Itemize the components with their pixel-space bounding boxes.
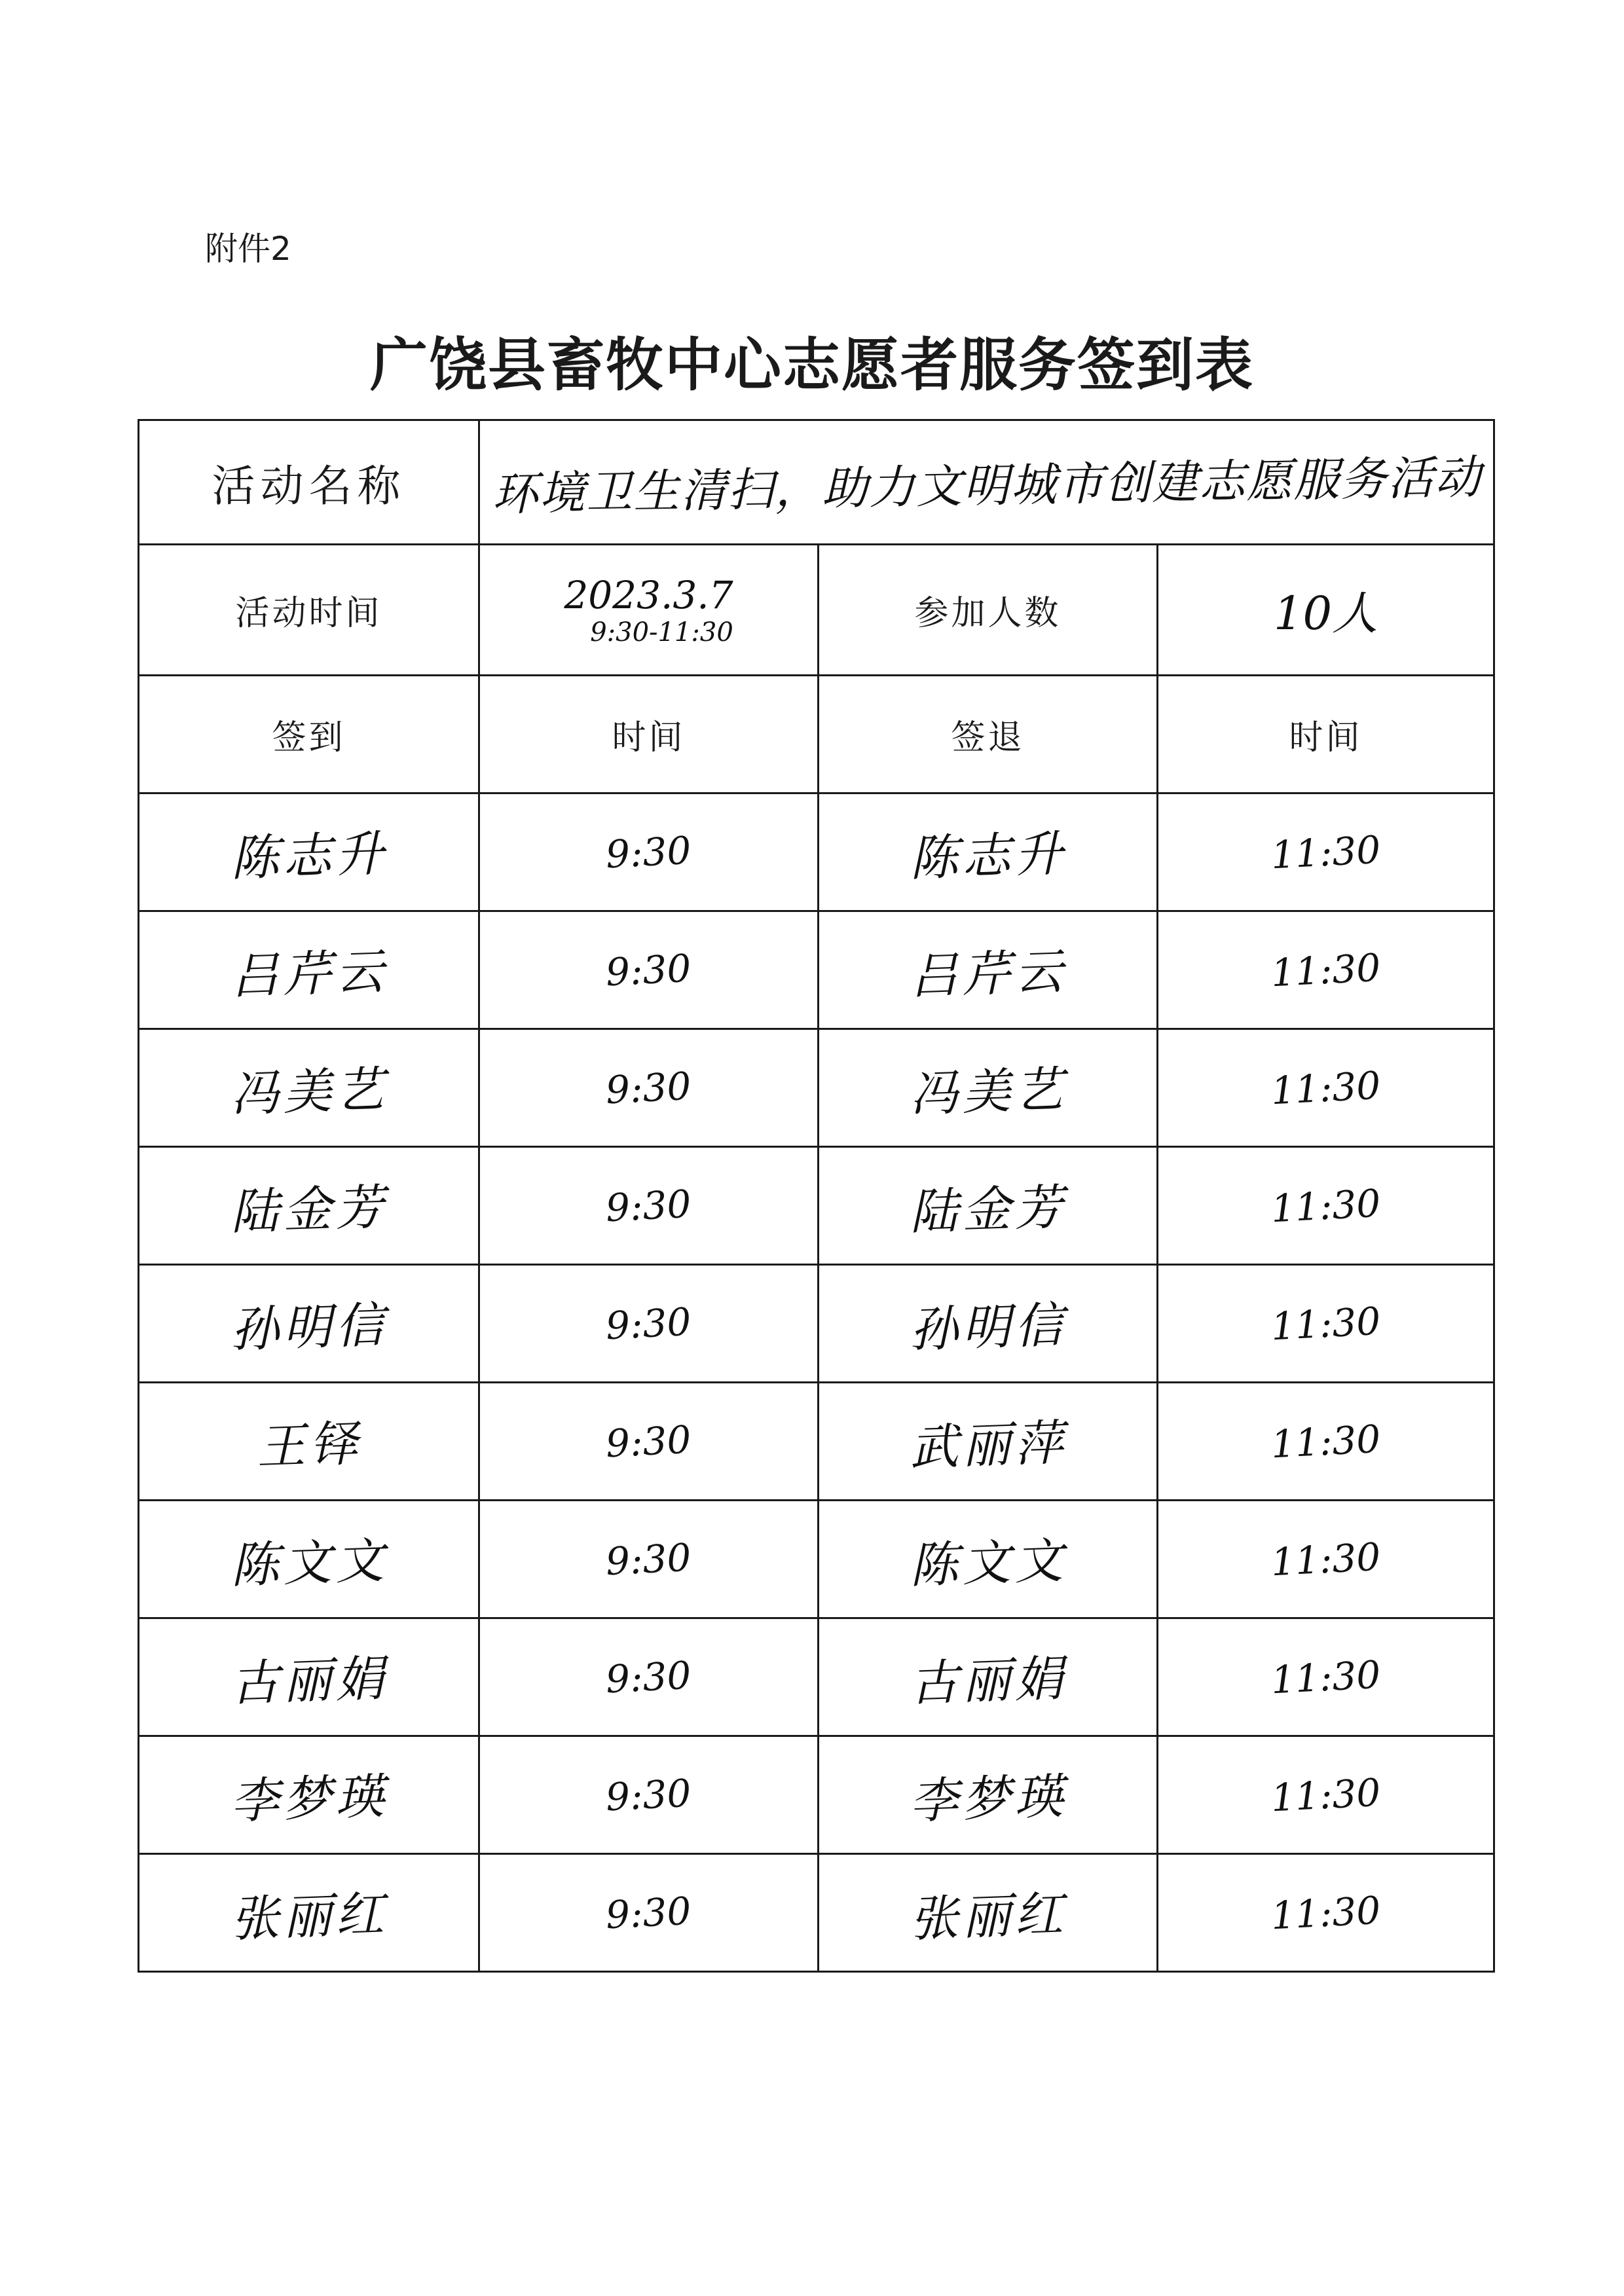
sign-in-time-cell: [479, 793, 819, 911]
sign-out-signature: 陆金芳: [908, 1178, 1068, 1241]
sign-in-signature: 陈文文: [229, 1532, 389, 1594]
sign-in-time: 9:30: [604, 1299, 693, 1348]
sign-in-signature-cell: [139, 911, 479, 1029]
sign-in-signature: 冯美艺: [229, 1061, 389, 1123]
sign-out-signature: 李梦瑛: [908, 1768, 1068, 1830]
table-row: [139, 1029, 1494, 1147]
sign-in-time: 9:30: [604, 1181, 693, 1230]
sign-out-signature: 武丽萍: [908, 1414, 1068, 1476]
sign-out-header: 签退: [819, 676, 1158, 793]
sign-out-signature: 冯美艺: [908, 1061, 1068, 1123]
activity-name-label: 活动名称: [139, 420, 479, 545]
participant-count: 10人: [1273, 587, 1378, 640]
sign-in-signature: 古丽娟: [229, 1650, 389, 1712]
sign-in-time-cell: [479, 911, 819, 1029]
sign-in-signature-cell: [139, 1383, 479, 1501]
table-row: [139, 1736, 1494, 1854]
sign-out-signature-cell: [819, 793, 1158, 911]
sign-in-time: 9:30: [604, 1652, 693, 1702]
sign-in-signature-cell: [139, 793, 479, 911]
sign-out-signature-cell: [819, 1736, 1158, 1854]
activity-time-range: 9:30-11:30: [590, 617, 733, 647]
sign-out-time: 11:30: [1270, 1534, 1382, 1584]
column-header-row: [139, 676, 1494, 793]
activity-time-label: 活动时间: [139, 545, 479, 676]
sign-in-time-cell: [479, 1618, 819, 1736]
sign-out-time: 11:30: [1270, 1180, 1382, 1231]
activity-date: 2023.3.7: [564, 572, 733, 617]
activity-time-value: [479, 545, 819, 676]
sign-out-time-cell: [1158, 911, 1494, 1029]
time-out-header: 时间: [1158, 676, 1494, 793]
sign-out-signature: 陈志升: [908, 825, 1068, 887]
sign-out-time: 11:30: [1270, 1887, 1382, 1938]
sign-out-time-cell: [1158, 1618, 1494, 1736]
sign-out-time: 11:30: [1270, 827, 1382, 877]
sign-in-signature-cell: [139, 1147, 479, 1265]
sign-out-signature-cell: [819, 1383, 1158, 1501]
sign-out-time: 11:30: [1270, 1770, 1382, 1820]
sign-in-time: 9:30: [604, 1063, 693, 1112]
sign-in-time-cell: [479, 1029, 819, 1147]
sign-in-time: 9:30: [604, 1535, 693, 1584]
sign-in-signature: 张丽红: [229, 1886, 389, 1948]
sign-out-signature-cell: [819, 1618, 1158, 1736]
sign-in-signature: 王铎: [255, 1415, 363, 1476]
participants-label: 参加人数: [819, 545, 1158, 676]
sign-in-signature-cell: [139, 1854, 479, 1972]
sign-out-signature: 古丽娟: [908, 1650, 1068, 1712]
activity-name-row: [139, 420, 1494, 545]
sign-out-time-cell: [1158, 1265, 1494, 1383]
sign-in-signature: 吕芹云: [229, 943, 389, 1005]
table-row: [139, 1383, 1494, 1501]
page-title: 广饶县畜牧中心志愿者服务签到表: [369, 331, 1254, 399]
sign-out-signature-cell: [819, 1501, 1158, 1618]
sign-in-time: 9:30: [604, 945, 693, 994]
sign-in-table: [138, 419, 1495, 1973]
table-row: [139, 793, 1494, 911]
sign-out-signature: 陈文文: [908, 1532, 1068, 1594]
sign-in-header: 签到: [139, 676, 479, 793]
participants-value: [1158, 545, 1494, 676]
sign-in-signature: 陆金芳: [229, 1178, 389, 1241]
table-row: [139, 911, 1494, 1029]
sign-in-signature-cell: [139, 1736, 479, 1854]
sign-in-signature-cell: [139, 1265, 479, 1383]
sign-out-time-cell: [1158, 1383, 1494, 1501]
sign-in-signature-cell: [139, 1029, 479, 1147]
sign-out-signature-cell: [819, 1029, 1158, 1147]
sign-in-signature: 李梦瑛: [229, 1768, 389, 1830]
sign-out-time-cell: [1158, 1854, 1494, 1972]
sign-out-signature-cell: [819, 1854, 1158, 1972]
sign-in-time-cell: [479, 1383, 819, 1501]
sign-in-signature-cell: [139, 1501, 479, 1618]
sign-in-time-cell: [479, 1147, 819, 1265]
table-row: [139, 1147, 1494, 1265]
sign-out-time: 11:30: [1270, 1298, 1382, 1349]
sign-out-time-cell: [1158, 1736, 1494, 1854]
sign-in-signature: 孙明信: [229, 1296, 389, 1358]
sign-out-signature: 孙明信: [908, 1296, 1068, 1358]
sign-in-time-cell: [479, 1501, 819, 1618]
table-row: [139, 1501, 1494, 1618]
sign-out-time: 11:30: [1270, 1063, 1382, 1113]
sign-out-time: 11:30: [1270, 1416, 1382, 1467]
attachment-label: 附件2: [205, 230, 291, 268]
sign-out-signature: 吕芹云: [908, 943, 1068, 1005]
sign-out-time: 11:30: [1270, 945, 1382, 995]
activity-name-text: 环境卫生清扫，助力文明城市创建志愿服务活动: [490, 450, 1483, 522]
sign-out-signature: 张丽红: [908, 1886, 1068, 1948]
time-in-header: 时间: [479, 676, 819, 793]
sign-out-time-cell: [1158, 1147, 1494, 1265]
sign-in-signature-cell: [139, 1618, 479, 1736]
sign-in-time: 9:30: [604, 1888, 693, 1937]
sign-in-time-cell: [479, 1265, 819, 1383]
sign-out-signature-cell: [819, 1147, 1158, 1265]
sign-out-signature-cell: [819, 1265, 1158, 1383]
sign-in-time: 9:30: [604, 1770, 693, 1819]
table-row: [139, 1618, 1494, 1736]
table-row: [139, 1265, 1494, 1383]
sign-out-time-cell: [1158, 1501, 1494, 1618]
attendance-rows: [139, 793, 1494, 1972]
sign-out-time: 11:30: [1270, 1652, 1382, 1702]
sign-in-time-cell: [479, 1736, 819, 1854]
sign-in-time: 9:30: [604, 1417, 693, 1466]
activity-time-row: [139, 545, 1494, 676]
sign-in-time: 9:30: [604, 828, 693, 877]
sign-in-signature: 陈志升: [229, 825, 389, 887]
sign-out-signature-cell: [819, 911, 1158, 1029]
sign-in-time-cell: [479, 1854, 819, 1972]
sign-out-time-cell: [1158, 1029, 1494, 1147]
activity-name-value: [479, 420, 1494, 545]
sign-out-time-cell: [1158, 793, 1494, 911]
table-row: [139, 1854, 1494, 1972]
